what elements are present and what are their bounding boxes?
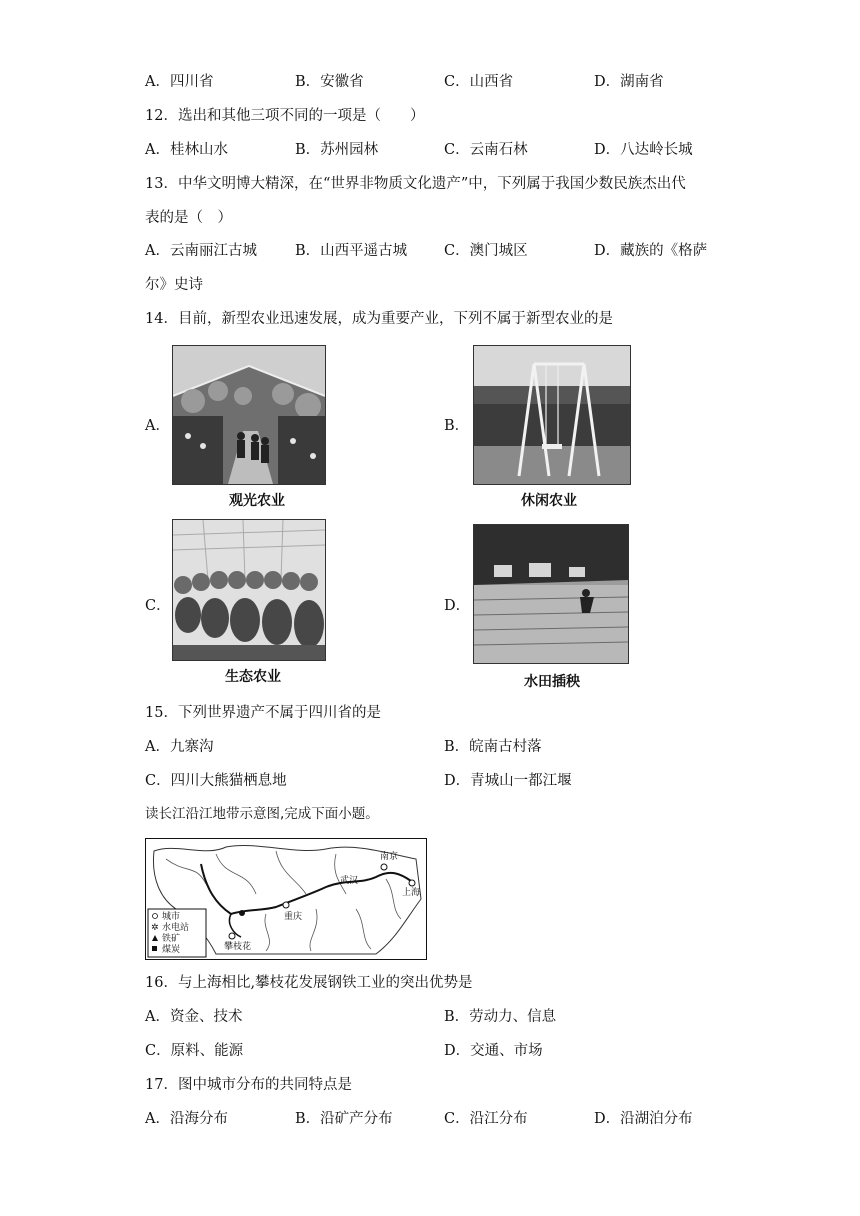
q16-option-c[interactable]: C．原料、能源 — [145, 1043, 244, 1059]
legend-hydro: 水电站 — [162, 923, 190, 933]
q15-stem: 15．下列世界遗产不属于四川省的是 — [145, 705, 381, 721]
q13-option-d[interactable]: D．藏族的《格萨 — [594, 243, 708, 259]
q14-option-d-label[interactable]: D． — [444, 598, 471, 614]
q14-caption-b: 休闲农业 — [521, 493, 577, 509]
swing-field-photo — [473, 345, 631, 485]
q13-option-b[interactable]: B．山西平遥古城 — [295, 243, 408, 259]
q17-option-a[interactable]: A．沿海分布 — [145, 1111, 228, 1127]
q12-option-b[interactable]: B．苏州园林 — [295, 142, 379, 158]
legend-city: 城市 — [162, 912, 181, 922]
q14-stem: 14．目前，新型农业迅速发展，成为重要产业，下列不属于新型农业的是 — [145, 311, 613, 327]
reading-intro: 读长江沿江地带示意图,完成下面小题。 — [145, 806, 379, 822]
q11-option-a[interactable]: A．四川省 — [145, 74, 214, 90]
q17-option-b[interactable]: B．沿矿产分布 — [295, 1111, 393, 1127]
q13-stem-line2: 表的是（ ） — [145, 210, 232, 226]
q13-option-a[interactable]: A．云南丽江古城 — [145, 243, 257, 259]
q15-option-c[interactable]: C．四川大熊猫栖息地 — [145, 773, 287, 789]
q12-option-d[interactable]: D．八达岭长城 — [594, 142, 693, 158]
q16-stem: 16．与上海相比,攀枝花发展钢铁工业的突出优势是 — [145, 975, 473, 991]
map-label-chongqing: 重庆 — [284, 912, 303, 922]
map-label-panzhihua: 攀枝花 — [224, 942, 252, 952]
greenhouse-tour-photo — [172, 345, 326, 485]
q17-option-c[interactable]: C．沿江分布 — [444, 1111, 528, 1127]
q13-option-c[interactable]: C．澳门城区 — [444, 243, 528, 259]
legend-iron: 铁矿 — [162, 934, 181, 944]
q11-option-d[interactable]: D．湖南省 — [594, 74, 664, 90]
q12-stem: 12．选出和其他三项不同的一项是（ ） — [145, 108, 425, 124]
q11-option-c[interactable]: C．山西省 — [444, 74, 514, 90]
q15-option-d[interactable]: D．青城山一都江堰 — [444, 773, 572, 789]
map-label-wuhan: 武汉 — [340, 876, 359, 886]
rice-planting-photo — [473, 524, 629, 664]
q11-option-b[interactable]: B．安徽省 — [295, 74, 364, 90]
q16-option-d[interactable]: D．交通、市场 — [444, 1043, 543, 1059]
yangtze-map — [145, 838, 427, 960]
legend-coal: 煤炭 — [162, 945, 181, 955]
q14-option-c-label[interactable]: C． — [145, 598, 171, 614]
q14-caption-c: 生态农业 — [225, 669, 281, 685]
greenhouse-plants-photo — [172, 519, 326, 661]
legend-coal-icon — [152, 946, 157, 951]
q15-option-a[interactable]: A．九寨沟 — [145, 739, 214, 755]
q15-option-b[interactable]: B．皖南古村落 — [444, 739, 542, 755]
q14-option-a-label[interactable]: A． — [145, 418, 170, 434]
q17-option-d[interactable]: D．沿湖泊分布 — [594, 1111, 693, 1127]
q14-option-b-label[interactable]: B． — [444, 418, 470, 434]
map-label-shanghai: 上海 — [402, 888, 421, 898]
q12-option-c[interactable]: C．云南石林 — [444, 142, 528, 158]
q13-stem-line1: 13．中华文明博大精深，在“世界非物质文化遗产”中，下列属于我国少数民族杰出代 — [145, 176, 686, 192]
q16-option-b[interactable]: B．劳动力、信息 — [444, 1009, 557, 1025]
q17-stem: 17．图中城市分布的共同特点是 — [145, 1077, 352, 1093]
q14-caption-a: 观光农业 — [229, 493, 285, 509]
map-label-nanjing: 南京 — [380, 852, 399, 862]
legend-hydro-icon: ✲ — [151, 923, 159, 933]
q16-option-a[interactable]: A．资金、技术 — [145, 1009, 243, 1025]
q12-option-a[interactable]: A．桂林山水 — [145, 142, 228, 158]
q14-caption-d: 水田插秧 — [524, 674, 580, 690]
q13-option-d-continued: 尔》史诗 — [145, 277, 203, 293]
